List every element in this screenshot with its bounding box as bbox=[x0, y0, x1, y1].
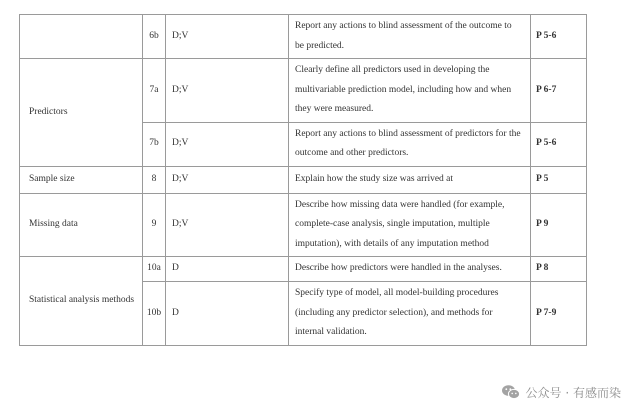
item-number-cell: 10b bbox=[143, 282, 166, 346]
study-type-cell: D;V bbox=[166, 15, 289, 59]
item-number-cell: 7b bbox=[143, 122, 166, 166]
page-ref-cell: P 5-6 bbox=[531, 15, 587, 59]
item-number-cell: 7a bbox=[143, 59, 166, 123]
page-ref-cell: P 5-6 bbox=[531, 122, 587, 166]
description-cell: Describe how missing data were handled (for example, complete-case analysis, single imputation, multiple imputation), with details of any imputation method bbox=[289, 193, 531, 257]
page-ref-cell: P 7-9 bbox=[531, 282, 587, 346]
topic-cell: Missing data bbox=[20, 193, 143, 257]
item-number-cell: 10a bbox=[143, 257, 166, 282]
table-row bbox=[20, 59, 587, 123]
wechat-icon bbox=[501, 384, 521, 400]
topic-cell: Sample size bbox=[20, 166, 143, 193]
study-type-cell: D;V bbox=[166, 193, 289, 257]
study-type-cell: D bbox=[166, 257, 289, 282]
study-type-cell: D;V bbox=[166, 59, 289, 123]
item-number-cell: 8 bbox=[143, 166, 166, 193]
checklist-table bbox=[19, 14, 587, 346]
table-row bbox=[20, 257, 587, 282]
page-ref-cell: P 6-7 bbox=[531, 59, 587, 123]
study-type-cell: D;V bbox=[166, 166, 289, 193]
topic-cell: Predictors bbox=[20, 59, 143, 167]
item-number-cell: 6b bbox=[143, 15, 166, 59]
topic-cell: Statistical analysis methods bbox=[20, 257, 143, 346]
page-ref-cell: P 8 bbox=[531, 257, 587, 282]
page-ref-cell: P 5 bbox=[531, 166, 587, 193]
description-cell: Explain how the study size was arrived at bbox=[289, 166, 531, 193]
description-cell: Report any actions to blind assessment of the outcome to be predicted. bbox=[289, 15, 531, 59]
table-row bbox=[20, 193, 587, 257]
item-number-cell: 9 bbox=[143, 193, 166, 257]
topic-cell bbox=[20, 15, 143, 59]
table-row bbox=[20, 166, 587, 193]
study-type-cell: D;V bbox=[166, 122, 289, 166]
wechat-watermark bbox=[501, 383, 621, 401]
description-cell: Clearly define all predictors used in developing the multivariable prediction model, including how and when they were measured. bbox=[289, 59, 531, 123]
page-ref-cell: P 9 bbox=[531, 193, 587, 257]
study-type-cell: D bbox=[166, 282, 289, 346]
description-cell: Describe how predictors were handled in the analyses. bbox=[289, 257, 531, 282]
description-cell: Specify type of model, all model-building procedures (including any predictor selection), and methods for internal validation. bbox=[289, 282, 531, 346]
table-row bbox=[20, 15, 587, 59]
watermark-text: 公众号 · 有感而染 bbox=[525, 385, 621, 400]
description-cell: Report any actions to blind assessment of predictors for the outcome and other predictors. bbox=[289, 122, 531, 166]
